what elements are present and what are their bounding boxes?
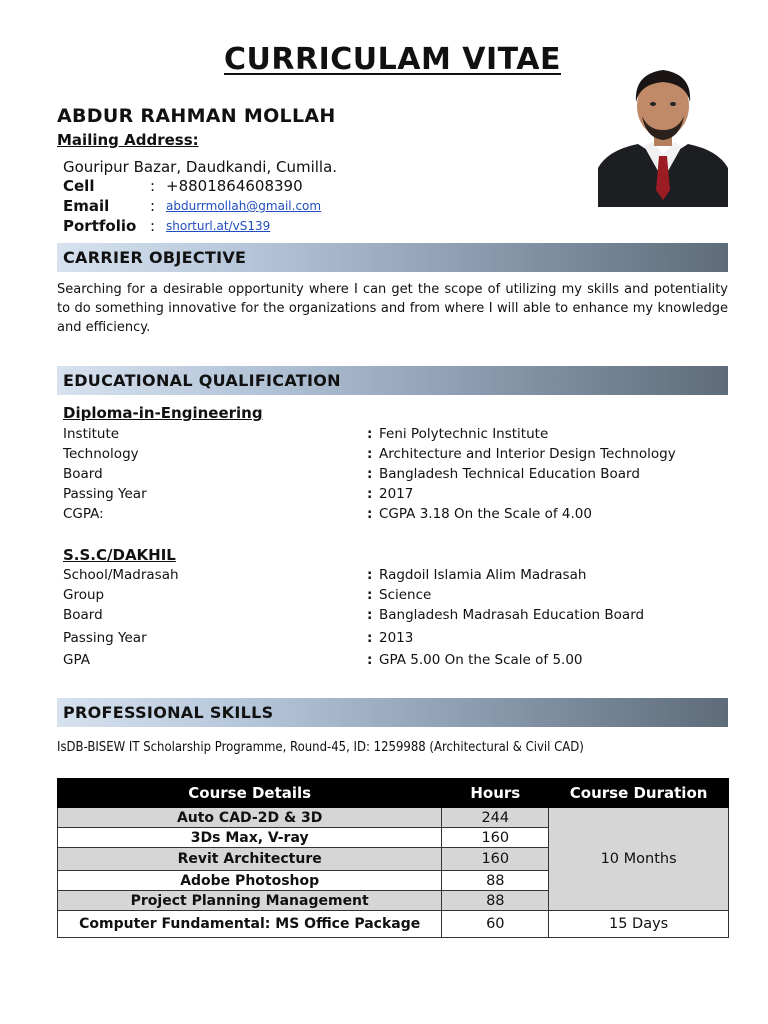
table-row [58, 911, 729, 938]
course-name: Computer Fundamental: MS Office Package [58, 911, 442, 938]
row-separator: : [367, 607, 373, 623]
header-course-details: Course Details [58, 779, 442, 808]
ssc-row [63, 652, 728, 672]
row-separator: : [367, 446, 373, 462]
section-bar-education [57, 366, 728, 395]
course-hours: 244 [442, 808, 549, 828]
row-value: Bangladesh Technical Education Board [379, 466, 640, 482]
row-value: Ragdoil Islamia Alim Madrasah [379, 567, 587, 583]
objective-text: Searching for a desirable opportunity where I can get the scope of utilizing my skills and potentiality to do something innovative for the organizations and from where I will able to enhance my knowledge and efficiency. [57, 282, 728, 335]
contact-label: Cell [63, 177, 95, 195]
row-separator: : [367, 506, 373, 522]
document-title: CURRICULAM VITAE [224, 42, 561, 77]
diploma-row [63, 426, 728, 446]
contact-separator: : [150, 217, 156, 235]
address: Gouripur Bazar, Daudkandi, Cumilla. [63, 158, 338, 176]
course-hours: 88 [442, 871, 549, 891]
scholarship-program: IsDB-BISEW IT Scholarship Programme, Round-45, ID: 1259988 (Architectural & Civil CAD) [57, 740, 584, 755]
row-value: Science [379, 587, 432, 603]
row-key: Board [63, 466, 103, 482]
ssc-row [63, 567, 728, 587]
row-separator: : [367, 587, 373, 603]
course-table [57, 778, 729, 938]
course-hours: 160 [442, 828, 549, 848]
contact-label: Email [63, 197, 110, 215]
row-key: School/Madrasah [63, 567, 179, 583]
cell-number: +8801864608390 [166, 177, 303, 195]
ssc-row [63, 587, 728, 607]
course-name: Adobe Photoshop [58, 871, 442, 891]
row-key: Technology [63, 446, 139, 462]
header-hours: Hours [442, 779, 549, 808]
row-key: CGPA: [63, 506, 104, 522]
course-name: Revit Architecture [58, 848, 442, 871]
diploma-row [63, 486, 728, 506]
profile-photo [598, 50, 728, 207]
row-separator: : [367, 426, 373, 442]
contact-separator: : [150, 177, 156, 195]
section-title: CARRIER OBJECTIVE [63, 248, 247, 267]
row-key: Board [63, 607, 103, 623]
course-duration: 15 Days [549, 911, 729, 938]
diploma-heading: Diploma-in-Engineering [63, 404, 263, 422]
course-hours: 88 [442, 891, 549, 911]
course-hours: 160 [442, 848, 549, 871]
row-value: Architecture and Interior Design Technology [379, 446, 676, 462]
ssc-row [63, 607, 728, 627]
contact-separator: : [150, 197, 156, 215]
diploma-row [63, 506, 728, 526]
row-separator: : [367, 466, 373, 482]
mailing-address-heading: Mailing Address: [57, 131, 199, 149]
candidate-name: ABDUR RAHMAN MOLLAH [57, 105, 336, 127]
header-course-duration: Course Duration [549, 779, 729, 808]
section-title: EDUCATIONAL QUALIFICATION [63, 371, 341, 390]
section-title: PROFESSIONAL SKILLS [63, 703, 274, 722]
row-separator: : [367, 567, 373, 583]
row-value: CGPA 3.18 On the Scale of 4.00 [379, 506, 592, 522]
table-row [58, 808, 729, 828]
row-separator: : [367, 486, 373, 502]
row-value: 2013 [379, 630, 414, 646]
course-duration: 10 Months [549, 808, 729, 911]
row-value: Feni Polytechnic Institute [379, 426, 549, 442]
section-bar-skills [57, 698, 728, 727]
row-key: Institute [63, 426, 120, 442]
row-key: Passing Year [63, 486, 147, 502]
ssc-row [63, 630, 728, 650]
course-name: 3Ds Max, V-ray [58, 828, 442, 848]
section-bar-objective [57, 243, 728, 272]
course-name: Project Planning Management [58, 891, 442, 911]
diploma-row [63, 446, 728, 466]
course-hours: 60 [442, 911, 549, 938]
row-value: 2017 [379, 486, 414, 502]
ssc-heading: S.S.C/DAKHIL [63, 546, 176, 564]
row-value: GPA 5.00 On the Scale of 5.00 [379, 652, 583, 668]
row-key: GPA [63, 652, 90, 668]
row-separator: : [367, 652, 373, 668]
row-key: Passing Year [63, 630, 147, 646]
table-header-row [58, 779, 729, 808]
diploma-row [63, 466, 728, 486]
portfolio-link[interactable]: shorturl.at/vS139 [166, 219, 271, 233]
course-name: Auto CAD-2D & 3D [58, 808, 442, 828]
email-link[interactable]: abdurrmollah@gmail.com [166, 199, 322, 213]
row-value: Bangladesh Madrasah Education Board [379, 607, 645, 623]
contact-label: Portfolio [63, 217, 137, 235]
row-key: Group [63, 587, 105, 603]
row-separator: : [367, 630, 373, 646]
